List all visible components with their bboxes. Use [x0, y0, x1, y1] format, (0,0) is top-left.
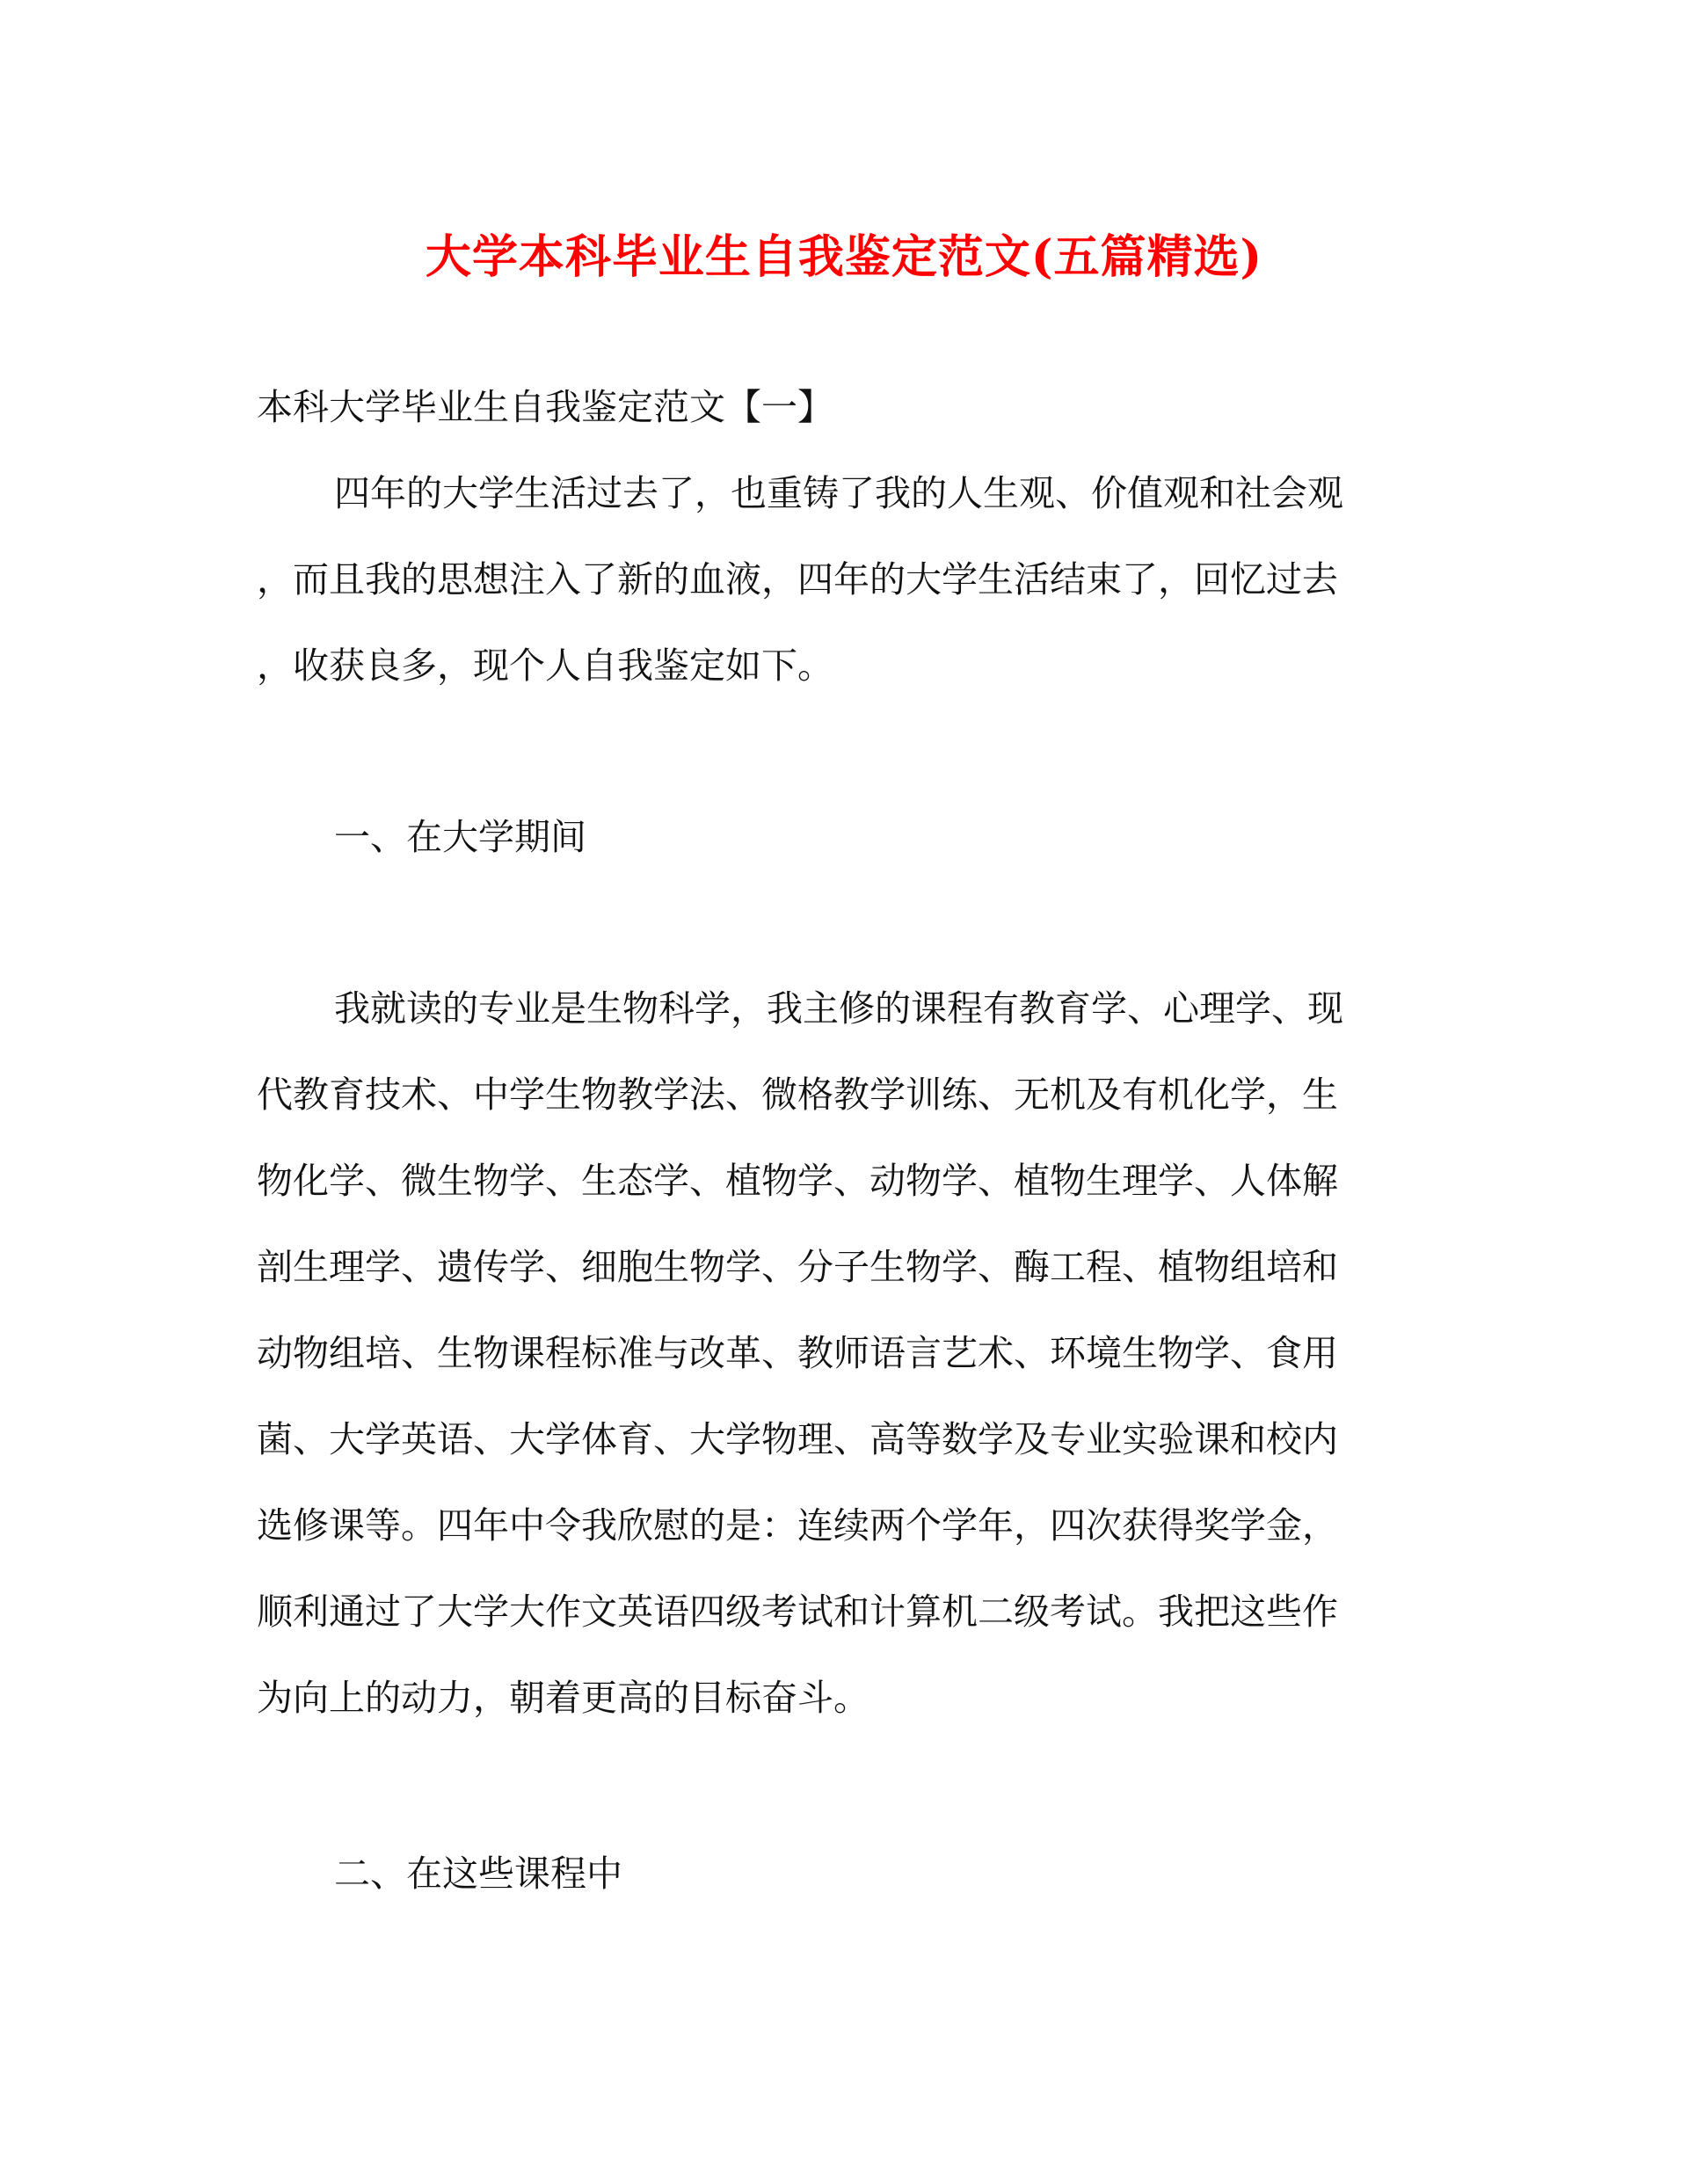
- document-title: 大学本科毕业生自我鉴定范文(五篇精选): [425, 230, 1263, 284]
- paragraph-line: 物化学、微生物学、生态学、植物学、动物学、植物生理学、人体解: [257, 1160, 1338, 1202]
- paragraph-line: 顺利通过了大学大作文英语四级考试和计算机二级考试。我把这些作: [257, 1591, 1338, 1633]
- subheading-2-block: [257, 1831, 1417, 1917]
- subheading-1: 一、在大学期间: [334, 816, 586, 858]
- intro-line: ，收获良多，现个人自我鉴定如下。: [257, 644, 833, 687]
- paragraph-line: 我就读的专业是生物科学，我主修的课程有教育学、心理学、现: [334, 987, 1343, 1030]
- paragraph-line: 剖生理学、遗传学、细胞生物学、分子生物学、酶工程、植物组培和: [257, 1246, 1338, 1288]
- intro-paragraph: [257, 450, 1417, 709]
- section-heading: 本科大学毕业生自我鉴定范文【一】: [257, 386, 833, 428]
- intro-line: 四年的大学生活过去了，也重铸了我的人生观、价值观和社会观: [334, 472, 1343, 514]
- paragraph-1: [257, 965, 1417, 1741]
- paragraph-line: 动物组培、生物课程标准与改革、教师语言艺术、环境生物学、食用: [257, 1332, 1338, 1374]
- paragraph-line: 代教育技术、中学生物教学法、微格教学训练、无机及有机化学，生: [257, 1074, 1338, 1116]
- paragraph-line: 菌、大学英语、大学体育、大学物理、高等数学及专业实验课和校内: [257, 1418, 1338, 1460]
- subheading-1-block: [257, 794, 1417, 880]
- subheading-2: 二、在这些课程中: [334, 1853, 622, 1895]
- paragraph-line: 选修课等。四年中令我欣慰的是：连续两个学年，四次获得奖学金，: [257, 1504, 1338, 1547]
- paragraph-line: 为向上的动力，朝着更高的目标奋斗。: [257, 1677, 869, 1719]
- section-heading-block: [257, 364, 1417, 450]
- intro-line: ，而且我的思想注入了新的血液，四年的大学生活结束了，回忆过去: [257, 558, 1338, 601]
